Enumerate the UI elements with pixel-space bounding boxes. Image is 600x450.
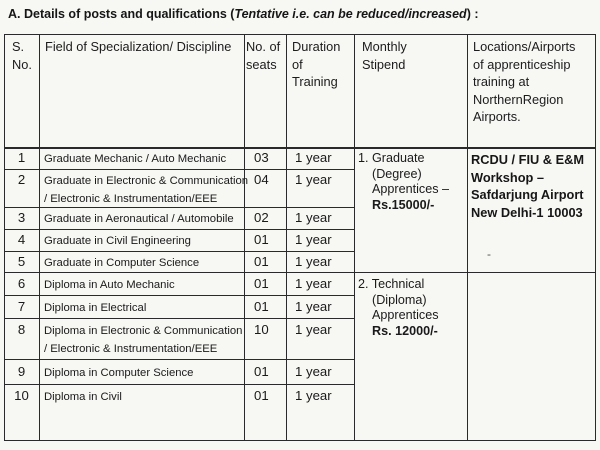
row-duration: 1 year: [295, 364, 332, 379]
row-sno: 5: [17, 254, 26, 269]
heading-suffix: ) :: [466, 7, 479, 21]
row-duration: 1 year: [295, 276, 332, 291]
row-seats: 01: [254, 364, 269, 379]
header-sno-line: No.: [12, 56, 32, 72]
header-location-line: Airports.: [473, 109, 521, 124]
row-sno: 10: [14, 388, 29, 403]
stipend-line: 1. Graduate: [358, 151, 425, 165]
row-seats: 01: [254, 254, 269, 269]
row-sno: 3: [17, 210, 26, 225]
section-heading: [8, 6, 479, 22]
location-line: New Delhi-1 10003: [471, 204, 583, 220]
row-field: Diploma in Auto Mechanic: [44, 279, 175, 291]
row-sno: 8: [17, 322, 26, 337]
training-location: [471, 151, 584, 221]
row-duration: 1 year: [295, 254, 332, 269]
stipend-line: 2. Technical: [358, 277, 425, 291]
row-duration: 1 year: [295, 210, 332, 225]
stipend-amount: Rs.15000/-: [372, 197, 435, 212]
row-seats: 01: [254, 276, 269, 291]
stipend-line: (Diploma): [372, 292, 427, 307]
stipend-amount: Rs. 12000/-: [372, 323, 438, 338]
heading-italic-note: Tentative i.e. can be reduced/increased: [234, 7, 467, 21]
header-field: [45, 38, 231, 56]
row-sno: 1: [17, 150, 26, 165]
row-field: Diploma in Electronic & Communication: [44, 325, 243, 337]
stipend-line: Apprentices –: [372, 182, 450, 196]
row-field: Graduate Mechanic / Auto Mechanic: [44, 153, 227, 165]
header-field-text: Field of Specialization/ Discipline: [45, 39, 232, 54]
header-stipend-line: Monthly: [362, 39, 407, 54]
row-duration: 1 year: [295, 232, 332, 247]
header-sno-line: S.: [12, 39, 25, 54]
header-seats-line: seats: [246, 56, 277, 72]
heading-text: A. Details of posts and qualifications (: [8, 7, 235, 21]
row-field: Diploma in Computer Science: [44, 367, 194, 379]
stipend-line: (Degree): [372, 166, 422, 181]
row-duration: 1 year: [295, 299, 332, 314]
header-stipend: [362, 38, 407, 73]
row-sno: 9: [17, 364, 26, 379]
header-duration-line: Training: [292, 74, 338, 89]
row-seats: 01: [254, 388, 269, 403]
row-duration: 1 year: [295, 150, 332, 165]
row-seats: 01: [254, 299, 269, 314]
header-location-line: training at: [473, 74, 530, 89]
row-seats: 04: [254, 172, 269, 187]
row-field: Graduate in Computer Science: [44, 257, 200, 269]
header-location-line: NorthernRegion: [473, 91, 564, 107]
location-dash-mark: -: [487, 247, 491, 261]
row-field: Graduate in Electronic & Communication: [44, 175, 249, 187]
row-sno: 7: [17, 299, 26, 314]
row-duration: 1 year: [295, 172, 332, 187]
row-seats: 02: [254, 210, 269, 225]
header-duration: [292, 38, 340, 91]
row-sno: 2: [17, 172, 26, 187]
stipend-line: Apprentices: [372, 308, 439, 322]
row-seats: 10: [254, 322, 269, 337]
header-seats: [246, 38, 280, 73]
header-location: [473, 38, 575, 126]
row-field-continuation: / Electronic & Instrumentation/EEE: [44, 343, 218, 355]
posts-table: [4, 34, 596, 441]
header-seats-line: No. of: [246, 39, 281, 54]
row-duration: 1 year: [295, 388, 332, 403]
header-duration-line: of: [292, 56, 303, 72]
row-sno: 6: [17, 276, 26, 291]
row-duration: 1 year: [295, 322, 332, 337]
row-seats: 01: [254, 232, 269, 247]
header-serial-number: [12, 38, 32, 73]
stipend-diploma: [358, 277, 439, 339]
location-line: Safdarjung Airport: [471, 187, 584, 202]
row-field: Graduate in Civil Engineering: [44, 235, 191, 247]
stipend-graduate: [358, 151, 449, 213]
row-field: Graduate in Aeronautical / Automobile: [44, 213, 234, 225]
location-line: Workshop –: [471, 169, 545, 185]
row-sno: 4: [17, 232, 26, 247]
row-field: Diploma in Electrical: [44, 302, 147, 314]
row-field-continuation: / Electronic & Instrumentation/EEE: [44, 193, 218, 205]
header-location-line: Locations/Airports: [473, 39, 576, 54]
header-location-line: of apprenticeship: [473, 56, 571, 72]
location-line: RCDU / FIU & E&M: [471, 152, 585, 167]
header-duration-line: Duration: [292, 39, 341, 54]
header-stipend-line: Stipend: [362, 56, 406, 72]
row-field: Diploma in Civil: [44, 391, 122, 403]
row-seats: 03: [254, 150, 269, 165]
